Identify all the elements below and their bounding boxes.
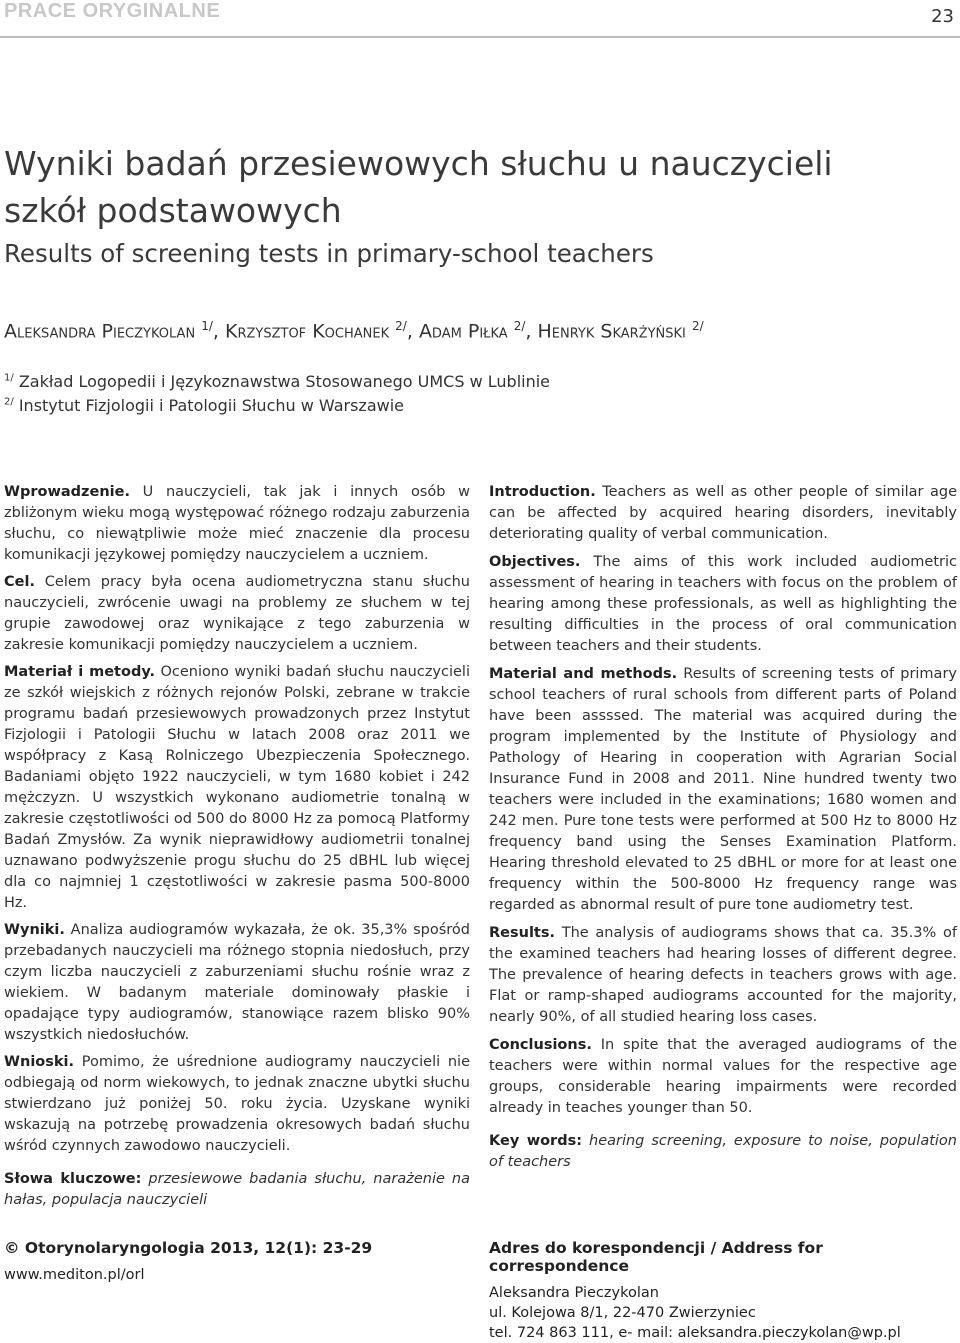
keywords-label: Key words: <box>489 1133 583 1149</box>
author-name: Adam Piłka <box>418 320 508 343</box>
abstract-polish <box>4 482 470 1217</box>
section-text: Oceniono wyniki badań słuchu nauczycieli ze szkół wiejskich z różnych rejonów Polski, zebrane w trakcie programu badań przesiewowych prowadzonych przez Instytut Fizjologii i Patologii Słuchu w latach 2008 oraz 2011 we współpracy z Kasą Rolniczego Ubezpieczenia Społecznego. Badaniami objęto 1922 nauczycieli, w tym 1680 kobiet i 242 mężczyzn. U wszystkich wykonano audiometrie tonalną w zakresie częstotliwości od 500 do 8000 Hz za pomocą Platformy Badań Zmysłów. Za wynik nieprawidłowy audiometrii tonalnej uznawano podwyższenie progu słuchu do 25 dBHL lub więcej dla co najmniej 1 częstotliwości w zakresie pasma 500-8000 Hz. <box>4 664 470 911</box>
journal-info <box>4 1239 372 1283</box>
abstract-section <box>489 1035 957 1119</box>
affiliation-mark: 2/ <box>513 319 526 333</box>
section-heading: Cel. <box>4 574 35 590</box>
section-heading: Conclusions. <box>489 1037 592 1053</box>
section-text: Pomimo, że uśrednione audiogramy nauczycieli nie odbiegają od norm wiekowych, to jednak znaczne ubytki słuchu stwierdzano już poniżej 50. roku życia. Uzyskane wyniki wskazują na potrzebę prowadzenia okresowych badań słuchu wśród czynnych zawodowo nauczycieli. <box>4 1054 470 1154</box>
abstract-english <box>489 482 957 1180</box>
article-title <box>4 140 944 234</box>
correspondence-address: ul. Kolejowa 8/1, 22-470 Zwierzyniec <box>489 1305 756 1321</box>
abstract-section <box>489 552 957 657</box>
section-text: The analysis of audiograms shows that ca. 35.3% of the examined teachers had hearing losses of different degree. The prevalence of hearing defects in teachers grows with age. Flat or ramp-shaped audiograms accounted for the majority, nearly 90%, of all studied hearing loss cases. <box>489 925 957 1025</box>
abstract-section <box>489 923 957 1028</box>
affiliation-number: 2/ <box>4 396 14 408</box>
correspondence-label: Adres do korespondencji / Address for correspondence <box>489 1239 823 1275</box>
section-heading: Wyniki. <box>4 922 65 938</box>
section-text: Celem pracy była ocena audiometryczna stanu słuchu nauczycieli, zwrócenie uwagi na problemy ze słuchem w tej grupie zawodowej oraz wynikające z tego zaburzenia w zakresie komunikacji pomiędzy nauczycielem a uczniem. <box>4 574 470 653</box>
abstract-section <box>489 664 957 916</box>
affiliation <box>4 372 550 391</box>
journal-url[interactable]: www.mediton.pl/orl <box>4 1267 145 1283</box>
section-text: U nauczycieli, tak jak i innych osób w zbliżonym wieku mogą występować różnego rodzaju zaburzenia słuchu, co niewątpliwie może mieć znaczenie dla procesu komunikacji językowej pomiędzy nauczycielem a uczniem. <box>4 484 470 563</box>
author-name: Henryk Skarżyński <box>537 320 686 343</box>
abstract-section <box>4 920 470 1046</box>
title-line: szkół podstawowych <box>4 191 342 230</box>
abstract-section <box>4 1052 470 1157</box>
section-heading: Objectives. <box>489 554 581 570</box>
section-heading: Material and methods. <box>489 666 678 682</box>
author-list: Aleksandra Pieczykolan $^{1/}$, Krzysztof Kochanek $^{2/}$, Adam Piłka $^{2/}$, Henryk Skarżyński $^{2/}$ <box>4 319 704 343</box>
section-text: Teachers as well as other people of similar age can be affected by acquired hearing disorders, inevitably deteriorating quality of verbal communication. <box>489 484 957 542</box>
page-number: 23 <box>931 6 954 27</box>
author-name: Aleksandra Pieczykolan <box>4 320 196 343</box>
section-text: Analiza audiogramów wykazała, że ok. 35,3% spośród przebadanych nauczycieli ma różnego stopnia niedosłuch, przy czym liczba nauczycieli z zaburzeniami słuchu rośnie wraz z wiekiem. W badanym materiale dominowały płaskie i opadające typy audiogramów, stanowiące razem blisko 90% wszystkich niedosłuchów. <box>4 922 470 1043</box>
section-text: In spite that the averaged audiograms of the teachers were within normal values for the respective age groups, considerable hearing impairments were recorded already in teaches younger than 50. <box>489 1037 957 1116</box>
section-text: The aims of this work included audiometric assessment of hearing in teachers with focus on the problem of hearing among these professionals, as well as highlighting the resulting difficulties in the process of oral communication between teachers and their students. <box>489 554 957 654</box>
correspondence-contact: tel. 724 863 111, e- mail: aleksandra.pieczykolan@wp.pl <box>489 1325 901 1341</box>
affiliation-text: Instytut Fizjologii i Patologii Słuchu w Warszawie <box>18 396 404 415</box>
affiliation-number: 1/ <box>4 372 14 384</box>
keywords-label: Słowa kluczowe: <box>4 1171 142 1187</box>
title-line: Wyniki badań przesiewowych słuchu u nauczycieli <box>4 144 833 183</box>
journal-citation: © Otorynolaryngologia 2013, 12(1): 23-29 <box>4 1239 373 1257</box>
section-heading: Results. <box>489 925 555 941</box>
page-header <box>0 0 960 38</box>
abstract-section <box>4 572 470 656</box>
affiliation-mark: 2/ <box>691 319 704 333</box>
author-name: Krzysztof Kochanek <box>225 320 390 343</box>
section-heading: Wnioski. <box>4 1054 75 1070</box>
article-subtitle: Results of screening tests in primary-school teachers <box>4 239 654 268</box>
affiliation-mark: 2/ <box>395 319 407 333</box>
keywords <box>4 1169 470 1211</box>
section-heading: Wprowadzenie. <box>4 484 130 500</box>
keywords-text: hearing screening, exposure to noise, population of teachers <box>489 1133 957 1170</box>
keywords <box>489 1131 957 1173</box>
section-heading: Introduction. <box>489 484 596 500</box>
abstract-section <box>4 482 470 566</box>
correspondence <box>489 1239 960 1343</box>
abstract-section <box>489 482 957 545</box>
affiliation-text: Zakład Logopedii i Językoznawstwa Stosowanego UMCS w Lublinie <box>18 372 551 391</box>
affiliation <box>4 396 404 415</box>
keywords-text: przesiewowe badania słuchu, narażenie na hałas, populacja nauczycieli <box>4 1171 470 1208</box>
section-text: Results of screening tests of primary school teachers of rural schools from different parts of Poland have been assssed. The material was acquired during the program implemented by the Institute of Physiology and Pathology of Hearing in cooperation with Agrarian Social Insurance Fund in 2008 and 2011. Nine hundred twenty two teachers were included in the examinations; 1680 women and 242 men. Pure tone tests were performed at 500 Hz to 8000 Hz frequency band using the Senses Examination Platform. Hearing threshold elevated to 25 dBHL or more for at least one frequency within the 500-8000 Hz frequency range was regarded as abnormal result of pure tone audiometry test. <box>489 666 957 913</box>
correspondence-name: Aleksandra Pieczykolan <box>489 1285 659 1301</box>
section-heading: Materiał i metody. <box>4 664 155 680</box>
affiliation-mark: 1/ <box>201 319 213 333</box>
section-label: PRACE ORYGINALNE <box>4 0 221 22</box>
abstract-section <box>4 662 470 914</box>
